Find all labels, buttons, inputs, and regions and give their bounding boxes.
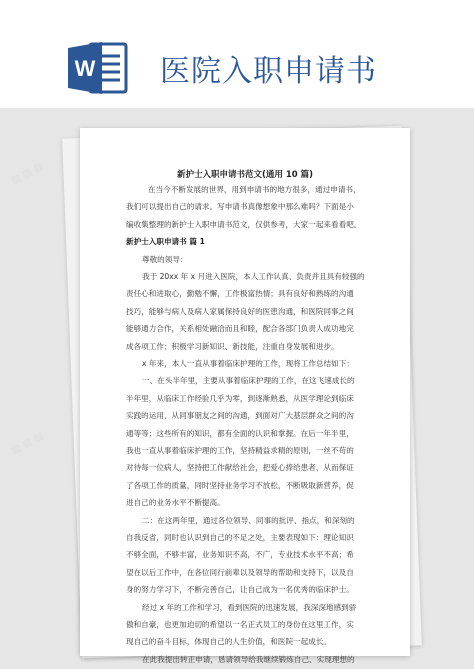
body-line: 二：在这两年里，通过各位领导、同事的批评、指点，和深刻的 [142,515,355,525]
body-line: 半年里，从临床工作经验几乎为零，到逐渐熟悉，从医学理论到临床 [126,393,354,403]
body-line: 经过 x 年的工作和学习，看到医院的迅速发展，我深深地感到骄 [142,602,357,612]
document-title: 新护士入职申请书范文(通用 10 篇) [176,170,314,180]
body-line: 在此我提出转正申请，恳请领导给我继续锻炼自己、实现理想的 [142,654,355,664]
page-title: 医院入职申请书 [160,54,377,89]
body-line: 望在以后工作中，在各位同行前辈以及领导的帮助和支持下，以及自 [126,567,354,577]
word-icon-letter: W [74,56,96,81]
body-line: 责任心和进取心，勤勉不懈，工作极富热情；具有良好和熟练的沟通 [126,289,354,299]
body-line: 不够全面，不够丰富，业务知识不高，不广，专业技术水平不高；希 [126,550,354,560]
body-line: 实践的运用，从同事朋友之间的沟通，到面对广大基层群众之间的沟 [126,411,354,421]
body-line: 在当今不断发展的世界，用到申请书的地方很多，通过申请书， [148,185,361,194]
page-header [0,0,474,108]
body-line: x 年来，本人一直从事着临床护理的工作，现将工作总结如下： [142,359,354,368]
body-line: 现自己的奋斗目标，体现自己的人生价值，和医院一起成长。 [126,637,332,647]
body-line: 尊敬的领导： [142,254,188,264]
body-line: 进自己的业务水平不断提高。 [126,498,225,508]
body-line: 通等等；这些所有的知识，都有全面的认识和掌握。在后一年半里， [126,428,354,438]
watermark: ▨ ▨ ▨ [9,430,46,457]
word-document-icon [68,40,130,96]
document-page [80,128,410,664]
body-line: 能够通力合作，关系相处融洽而且和睦，配合各部门负责人成功地完 [126,324,354,334]
watermark: ▨ ▨ ▨ [9,160,46,187]
section-heading: 新护士入职申请书 篇 1 [126,237,205,247]
body-line: 成各项工作；积极学习新知识、新技能，注重自身发展和进步。 [126,341,339,351]
body-line: 技巧，能够与病人及病人家属保持良好的医患沟通，和医院同事之间 [126,306,354,316]
body-line: 我也一直从事着临床护理的工作，坚持精益求精的原则，一丝不苟的 [126,446,354,455]
body-line: 我们可以提出自己的请求。写申请书真像想象中那么难吗？下面是小 [126,202,354,212]
body-line: 一、在头半年里，主要从事着临床护理的工作，在这飞速成长的 [142,376,355,386]
body-line: 编收集整理的新护士入职申请书范文，仅供参考，大家一起来看看吧。 [126,219,362,229]
body-line: 自我反省，同时也认识到自己的不足之处，主要表现如下：理论知识 [126,533,354,542]
body-line: 我于 20xx 年 x 月进入医院，本人工作认真、负责并且具有较强的 [142,272,365,281]
body-line: 傲和自豪，也更加迫切的希望以一名正式员工的身份在这里工作，实 [126,620,354,629]
body-line: 了各项工作的质量，同时坚持业务学习不放松，不断吸取新营养，促 [126,480,354,490]
body-line: 身的努力学习下，不断完善自己，让自己成为一名优秀的临床护士。 [126,585,354,595]
body-line: 对待每一位病人，坚持把工作献给社会，把爱心捧给患者，从而保证 [126,463,354,473]
